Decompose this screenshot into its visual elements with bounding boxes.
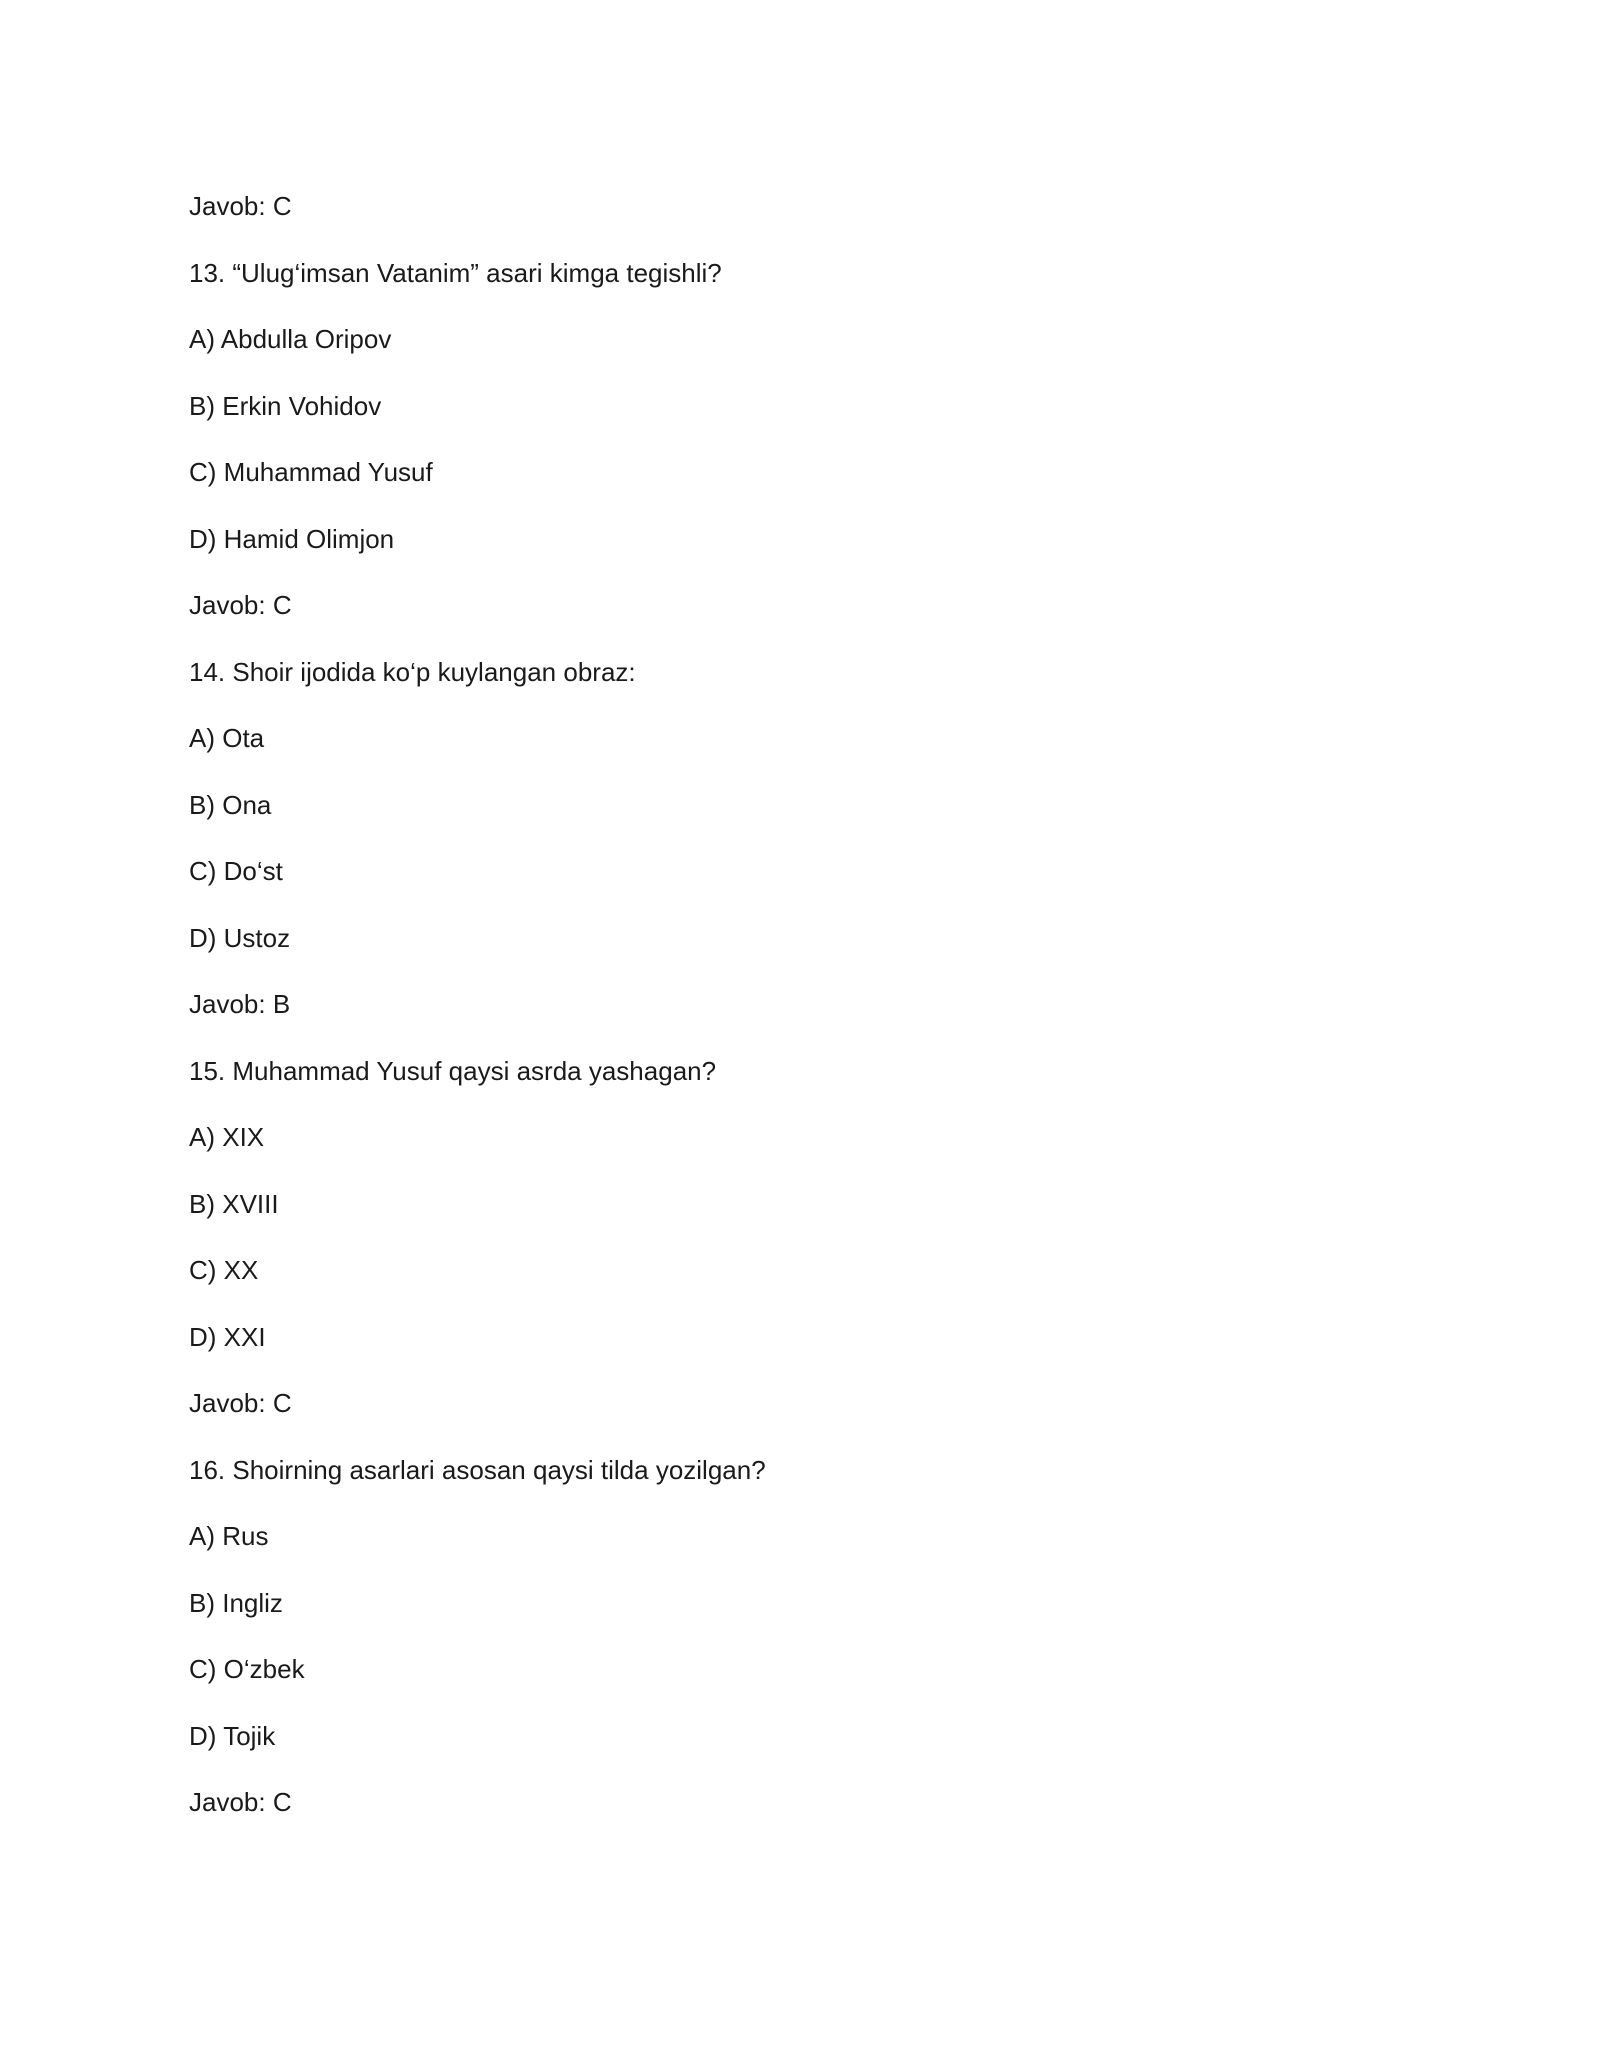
question-13-option-c: C) Muhammad Yusuf bbox=[189, 457, 433, 487]
question-13-option-b: B) Erkin Vohidov bbox=[189, 390, 382, 421]
question-15-option-c: C) XX bbox=[189, 1255, 259, 1285]
question-13-option-d: D) Hamid Olimjon bbox=[189, 523, 395, 554]
question-16-option-d: D) Tojik bbox=[189, 1720, 276, 1751]
question-16: 16. Shoirning asarlari asosan qaysi tilda yozilgan? bbox=[189, 1454, 766, 1485]
question-15-answer: Javob: C bbox=[189, 1388, 292, 1418]
question-14-option-d: D) Ustoz bbox=[189, 922, 291, 953]
question-16-option-b: B) Ingliz bbox=[189, 1587, 283, 1618]
question-14-option-c: C) Do‘st bbox=[189, 856, 283, 886]
answer-line: Javob: C bbox=[189, 191, 292, 221]
question-13-answer: Javob: C bbox=[189, 590, 292, 620]
question-16-option-c: C) O‘zbek bbox=[189, 1654, 305, 1684]
question-14-option-b: B) Ona bbox=[189, 789, 272, 820]
question-13: 13. “Ulug‘imsan Vatanim” asari kimga tegishli? bbox=[189, 257, 722, 288]
question-13-option-a: A) Abdulla Oripov bbox=[189, 324, 392, 354]
question-15: 15. Muhammad Yusuf qaysi asrda yashagan? bbox=[189, 1055, 717, 1086]
question-15-option-d: D) XXI bbox=[189, 1321, 266, 1352]
question-14-option-a: A) Ota bbox=[189, 723, 265, 753]
document-body bbox=[189, 186, 1389, 1849]
question-14-answer: Javob: B bbox=[189, 989, 291, 1019]
question-15-option-b: B) XVIII bbox=[189, 1188, 279, 1219]
question-15-option-a: A) XIX bbox=[189, 1122, 265, 1152]
question-14: 14. Shoir ijodida ko‘p kuylangan obraz: bbox=[189, 656, 636, 687]
question-16-option-a: A) Rus bbox=[189, 1521, 269, 1551]
question-16-answer: Javob: C bbox=[189, 1787, 292, 1817]
